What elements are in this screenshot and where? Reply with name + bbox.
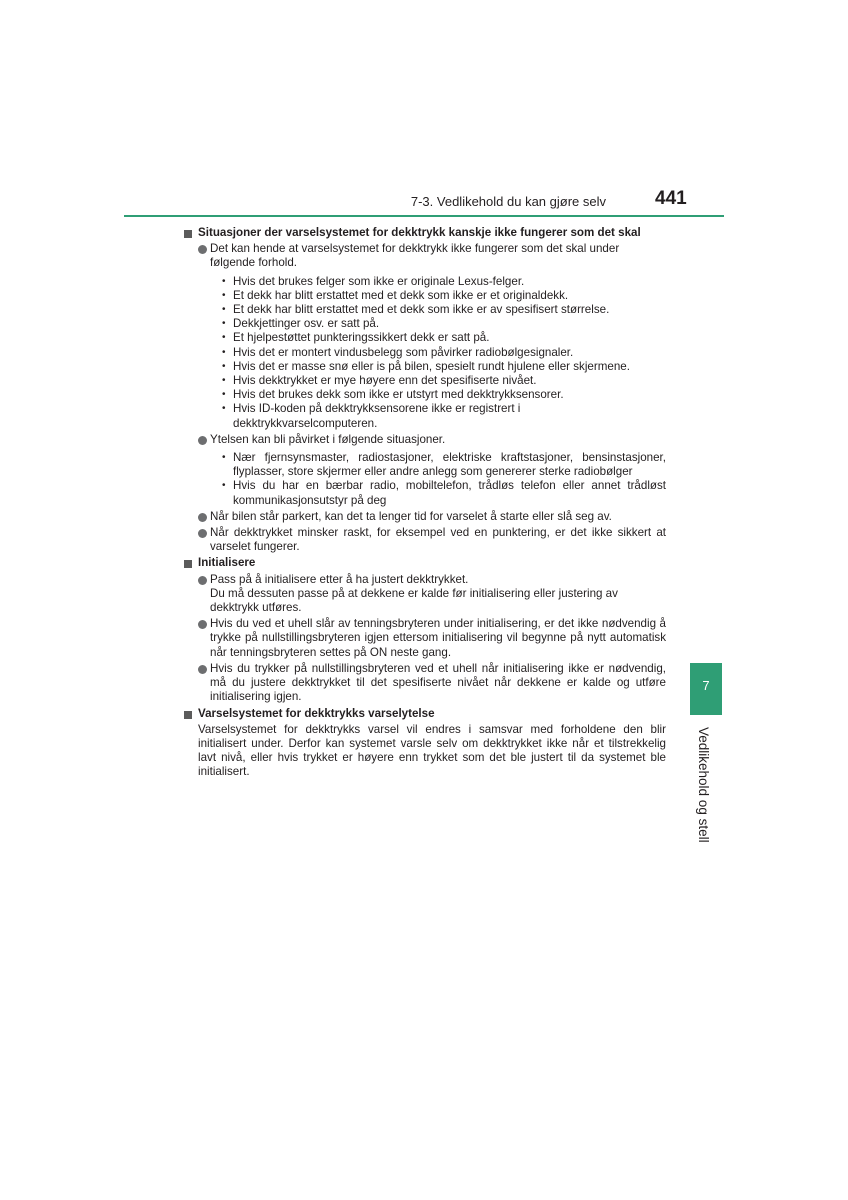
chapter-number: 7: [702, 678, 710, 693]
circle-bullet-icon: [198, 529, 207, 538]
sub-list-item: • Nær fjernsynsmaster, radiostasjoner, elektriske kraftstasjoner, bensinstasjoner, flyplasser, store skjermer eller andre anlegg som genererer sterke radiobølger: [222, 451, 666, 479]
sub-list-item: • Et hjelpestøttet punkteringssikkert dekk er satt på.: [222, 331, 490, 345]
section-heading: [184, 556, 666, 570]
sub-list-item: • Hvis ID-koden på dekktrykksensorene ikke er registrert i dekktrykkvarselcomputeren.: [222, 402, 521, 430]
list-item-text: Ytelsen kan bli påvirket i følgende situasjoner.: [210, 432, 446, 446]
sub-list-item: • Et dekk har blitt erstattet med et dekk som ikke er av spesifisert størrelse.: [222, 303, 610, 317]
sub-list-item: • Hvis det brukes felger som ikke er originale Lexus-felger.: [222, 274, 525, 288]
list-item: [184, 433, 666, 447]
circle-bullet-icon: [198, 620, 207, 629]
list-item: [184, 526, 666, 554]
list-item-text: Pass på å initialisere etter å ha justert dekktrykket.: [210, 572, 469, 586]
circle-bullet-icon: [198, 665, 207, 674]
list-item-text: Når bilen står parkert, kan det ta lenger tid for varselet å starte eller slå seg av.: [210, 509, 612, 523]
sub-list: [184, 275, 666, 431]
sub-list-item: • Hvis dekktrykket er mye høyere enn det spesifiserte nivået.: [222, 374, 537, 388]
sub-list: [184, 451, 666, 508]
list-item-text: Det kan hende at varselsystemet for dekktrykk ikke fungerer som det skal under følgende forhold.: [210, 242, 620, 270]
paragraph: Varselsystemet for dekktrykks varsel vil endres i samsvar med forholdene den blir initialisert under. Derfor kan systemet varsle selv om dekktrykket ikke når et tilstrekkelig lavt nivå, eller hvis trykket er høyere enn trykket som det ble justert til da systemet ble initialisert.: [198, 722, 666, 779]
section-heading: [184, 707, 666, 721]
square-bullet-icon: [184, 560, 192, 568]
section-heading: [184, 226, 666, 240]
list-item: [184, 510, 666, 524]
list-item: [184, 662, 666, 705]
page-content: [184, 224, 666, 780]
sub-list-item: • Dekkjettinger osv. er satt på.: [222, 317, 380, 331]
sub-list-item: • Hvis det er masse snø eller is på bilen, spesielt rundt hjulene eller skjermene.: [222, 359, 630, 373]
list-item-text: Hvis du ved et uhell slår av tenningsbryteren under initialisering, er det ikke nødvendig å trykke på nullstillingsbryteren igjen ettersom initialisering vil begynne på nytt automatisk når tenningsbryteren settes på ON neste gang.: [210, 617, 666, 659]
page-number: 441: [655, 188, 687, 209]
list-item: [184, 617, 666, 660]
section-heading-text: Initialisere: [198, 556, 256, 570]
sub-list-item: • Hvis det er montert vindusbelegg som påvirker radiobølgesignaler.: [222, 345, 574, 359]
circle-bullet-icon: [198, 513, 207, 522]
list-item-text: Hvis du trykker på nullstillingsbryteren ved et uhell når initialisering ikke er nødvendig, må du justere dekktrykket til det spesifiserte nivået når dekkene er kalde og utføre initialisering igjen.: [210, 661, 666, 704]
chapter-label: Vedlikehold og stell: [696, 727, 711, 843]
section-heading-text: Varselsystemet for dekktrykks varselytelse: [198, 706, 435, 720]
section-header-title: 7-3. Vedlikehold du kan gjøre selv: [410, 194, 606, 209]
square-bullet-icon: [184, 711, 192, 719]
sub-list-item: • Et dekk har blitt erstattet med et dekk som ikke er et originaldekk.: [222, 288, 569, 302]
list-item: [184, 573, 666, 616]
circle-bullet-icon: [198, 245, 207, 254]
chapter-tab: [690, 663, 722, 715]
sub-list-item: • Hvis det brukes dekk som ikke er utstyrt med dekktrykksensorer.: [222, 388, 564, 402]
list-item: [184, 242, 666, 270]
list-item-text: Du må dessuten passe på at dekkene er kalde før initialisering eller justering av dekktrykk utføres.: [210, 586, 618, 615]
sub-list-item: • Hvis du har en bærbar radio, mobiltelefon, trådløs telefon eller annet trådløst kommunikasjonsutstyr på deg: [222, 479, 666, 507]
circle-bullet-icon: [198, 436, 207, 445]
list-item-text: Når dekktrykket minsker raskt, for eksempel ved en punktering, er det ikke sikkert at varselet fungerer.: [210, 526, 666, 554]
section-heading-text: Situasjoner der varselsystemet for dekktrykk kanskje ikke fungerer som det skal: [198, 226, 641, 239]
header-rule: [124, 215, 724, 217]
circle-bullet-icon: [198, 576, 207, 585]
square-bullet-icon: [184, 230, 192, 238]
